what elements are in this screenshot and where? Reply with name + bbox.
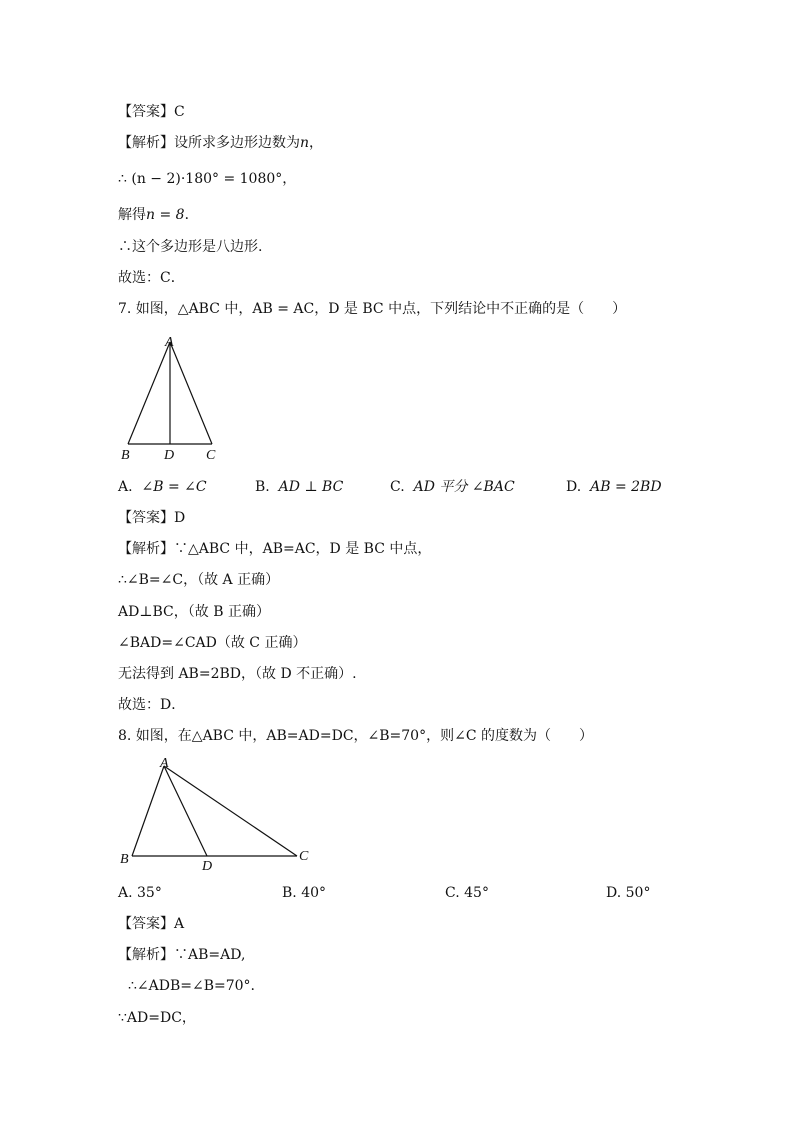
answer-line-prev xyxy=(118,102,185,122)
analysis-line-4: ∴这个多边形是八边形. xyxy=(118,239,263,255)
analysis-line-3 xyxy=(118,205,199,225)
q8-side-ac xyxy=(164,766,297,856)
q8-analysis-2: ∴∠ADB=∠B=70°. xyxy=(128,978,256,994)
q8-option-b[interactable] xyxy=(282,883,326,903)
option-letter: B. xyxy=(255,479,270,495)
q8-stem: 8. 如图，在△ABC 中，AB=AD=DC，∠B=70°，则∠C 的度数为（ ） xyxy=(118,728,593,744)
option-text: AB = 2BD xyxy=(590,479,662,495)
analysis-line-5: 故选：C． xyxy=(118,270,185,286)
q7-side-ac xyxy=(170,342,212,444)
answer-label: 【答案】 xyxy=(118,104,174,120)
analysis-equation: n = 8 xyxy=(146,207,185,223)
q8-label-c: C xyxy=(299,849,309,864)
answer-label: 【答案】 xyxy=(118,510,174,526)
q8-option-a[interactable] xyxy=(118,883,162,903)
q8-analysis-1 xyxy=(118,945,245,965)
option-text: 35° xyxy=(137,885,162,901)
answer-value: D xyxy=(174,510,186,526)
option-text: ∠B = ∠C xyxy=(141,479,207,495)
option-letter: C. xyxy=(390,479,405,495)
option-letter: B. xyxy=(282,885,297,901)
option-text: AD 平分 ∠BAC xyxy=(413,479,515,495)
q8-option-c[interactable] xyxy=(445,883,489,903)
analysis-line-2: ∴ (n − 2)·180° = 1080°， xyxy=(118,171,297,187)
option-text: 50° xyxy=(625,885,651,901)
q7-answer xyxy=(118,508,185,528)
option-letter: A. xyxy=(118,885,133,901)
answer-label: 【答案】 xyxy=(118,916,174,932)
q8-side-ab xyxy=(132,766,164,856)
q7-figure xyxy=(112,328,232,468)
option-text: 45° xyxy=(464,885,489,901)
answer-value: A xyxy=(174,916,185,932)
q7-analysis-3: AD⊥BC，（故 B 正确） xyxy=(118,604,270,620)
q7-analysis-1 xyxy=(118,539,431,559)
q7-label-a: A xyxy=(165,335,174,350)
analysis-line-1 xyxy=(118,133,323,153)
option-letter: C. xyxy=(445,885,460,901)
option-letter: D. xyxy=(566,479,582,495)
option-text: AD ⊥ BC xyxy=(278,479,344,495)
analysis-text: 设所求多边形边数为 xyxy=(174,135,300,151)
q7-option-a[interactable] xyxy=(118,477,207,497)
analysis-text: ∵AB=AD, xyxy=(174,947,246,963)
q7-analysis-4: ∠BAD=∠CAD（故 C 正确） xyxy=(118,635,307,651)
q8-label-a: A xyxy=(160,756,169,771)
analysis-text: ∵△ABC 中，AB=AC，D 是 BC 中点， xyxy=(174,541,432,557)
q8-figure xyxy=(112,752,322,877)
option-letter: D. xyxy=(606,885,622,901)
q8-analysis-3: ∵AD=DC， xyxy=(118,1010,196,1026)
q7-label-b: B xyxy=(121,448,130,463)
q7-analysis-5: 无法得到 AB=2BD，（故 D 不正确）. xyxy=(118,666,357,682)
answer-value: C xyxy=(174,104,185,120)
q7-label-d: D xyxy=(164,448,175,463)
analysis-label: 【解析】 xyxy=(118,135,174,151)
q7-option-c[interactable] xyxy=(390,477,515,497)
q7-stem: 7. 如图，△ABC 中，AB = AC，D 是 BC 中点，下列结论中不正确的是（ ） xyxy=(118,301,627,317)
q7-side-ab xyxy=(128,342,170,444)
q7-analysis-2: ∴∠B=∠C，（故 A 正确） xyxy=(118,572,280,588)
analysis-label: 【解析】 xyxy=(118,541,174,557)
option-text: 40° xyxy=(301,885,327,901)
q8-label-d: D xyxy=(202,859,213,874)
q7-option-d[interactable] xyxy=(566,477,662,497)
q8-segment-ad xyxy=(164,766,207,856)
q7-analysis-6: 故选：D． xyxy=(118,697,186,713)
analysis-punct: ． xyxy=(184,207,199,223)
q8-answer xyxy=(118,914,184,934)
option-letter: A. xyxy=(118,479,133,495)
analysis-label: 【解析】 xyxy=(118,947,174,963)
q7-option-b[interactable] xyxy=(255,477,343,497)
q8-label-b: B xyxy=(120,852,129,867)
analysis-text: 解得 xyxy=(118,207,146,223)
q8-option-d[interactable] xyxy=(606,883,650,903)
q7-label-c: C xyxy=(206,448,216,463)
analysis-punct: ， xyxy=(309,135,324,151)
analysis-var: n xyxy=(300,135,310,151)
